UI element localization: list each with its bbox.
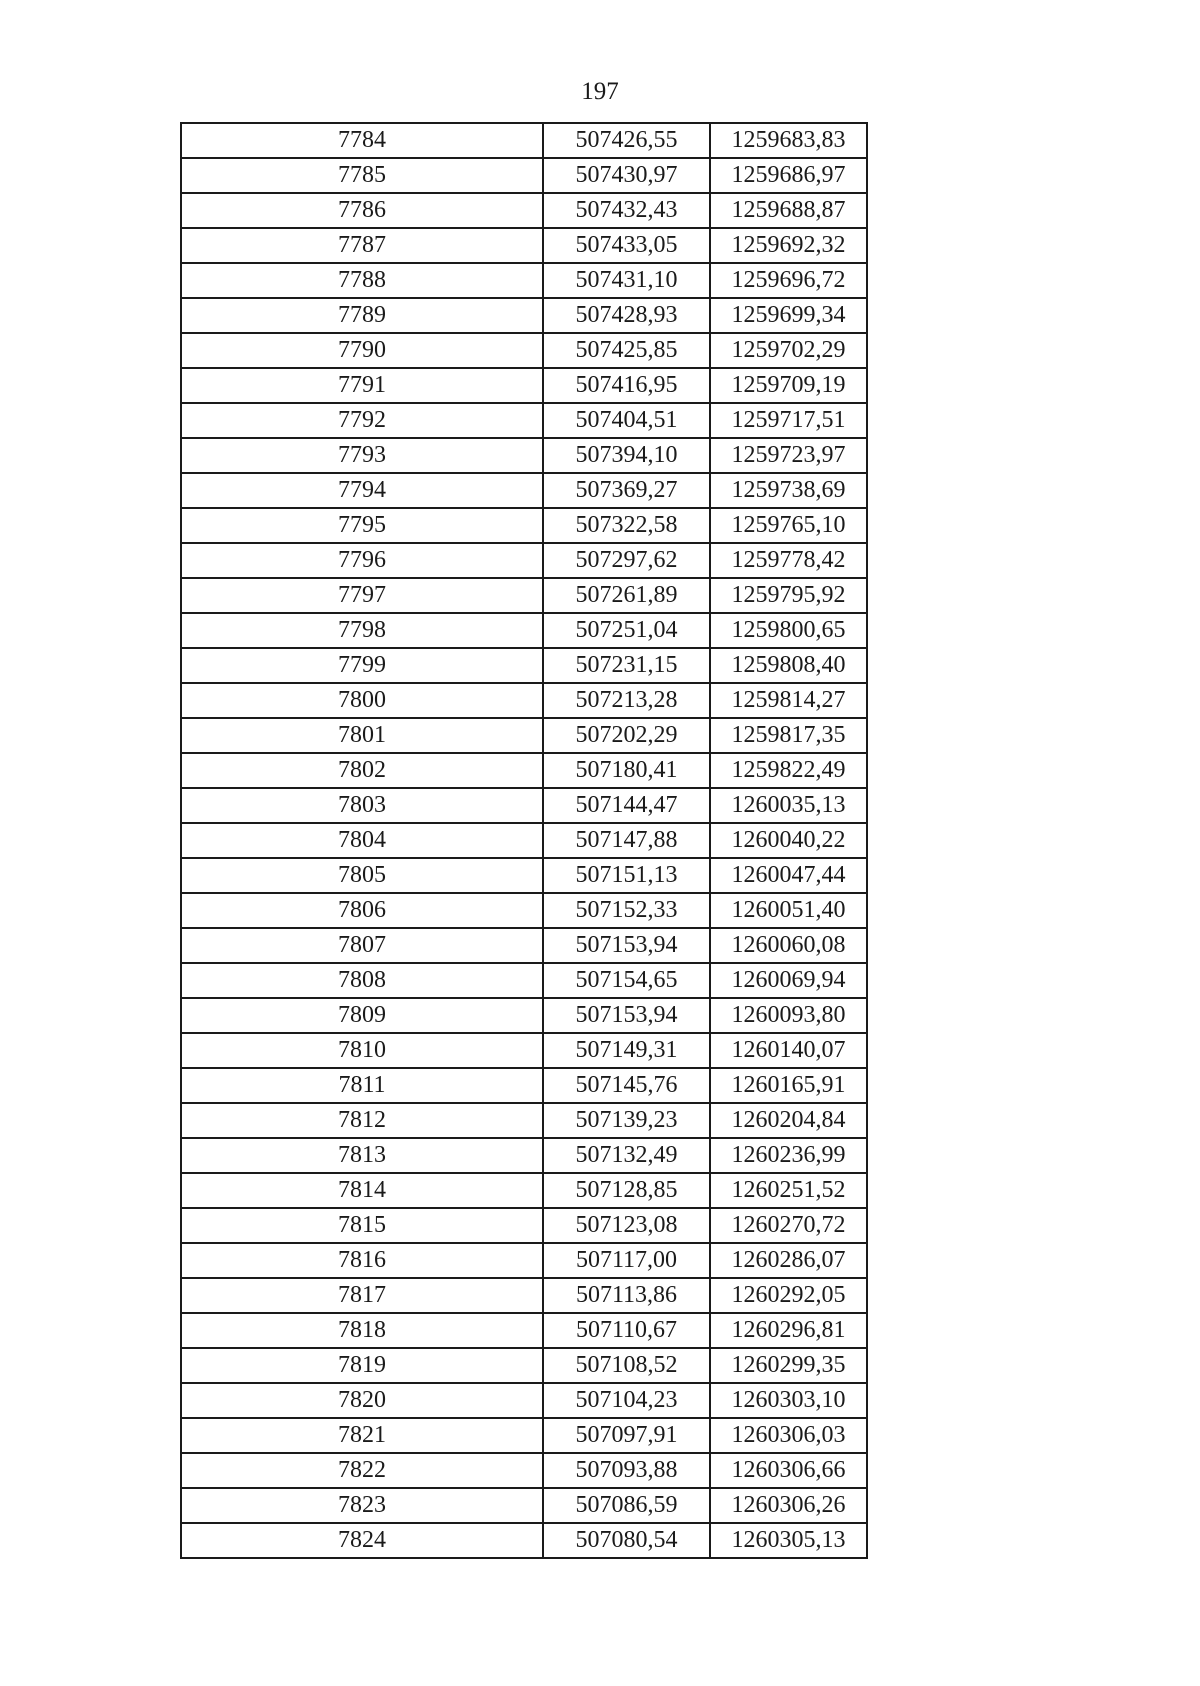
table-row — [181, 473, 867, 508]
x-coordinate-cell: 507123,08 — [543, 1208, 710, 1243]
x-coordinate-cell: 507154,65 — [543, 963, 710, 998]
point-number-cell: 7793 — [181, 438, 543, 473]
point-number-cell: 7811 — [181, 1068, 543, 1103]
x-coordinate-cell: 507426,55 — [543, 123, 710, 158]
point-number-cell: 7790 — [181, 333, 543, 368]
y-coordinate-cell: 1259738,69 — [710, 473, 867, 508]
table-row — [181, 333, 867, 368]
table-row — [181, 263, 867, 298]
point-number-cell: 7820 — [181, 1383, 543, 1418]
point-number-cell: 7794 — [181, 473, 543, 508]
table-row — [181, 578, 867, 613]
y-coordinate-cell: 1260286,07 — [710, 1243, 867, 1278]
x-coordinate-cell: 507404,51 — [543, 403, 710, 438]
x-coordinate-cell: 507110,67 — [543, 1313, 710, 1348]
y-coordinate-cell: 1260296,81 — [710, 1313, 867, 1348]
x-coordinate-cell: 507093,88 — [543, 1453, 710, 1488]
point-number-cell: 7812 — [181, 1103, 543, 1138]
point-number-cell: 7796 — [181, 543, 543, 578]
point-number-cell: 7801 — [181, 718, 543, 753]
y-coordinate-cell: 1260093,80 — [710, 998, 867, 1033]
point-number-cell: 7805 — [181, 858, 543, 893]
table-row — [181, 403, 867, 438]
y-coordinate-cell: 1260306,66 — [710, 1453, 867, 1488]
x-coordinate-cell: 507149,31 — [543, 1033, 710, 1068]
table-row — [181, 1208, 867, 1243]
point-number-cell: 7814 — [181, 1173, 543, 1208]
y-coordinate-cell: 1259778,42 — [710, 543, 867, 578]
y-coordinate-cell: 1259709,19 — [710, 368, 867, 403]
table-row — [181, 1523, 867, 1558]
y-coordinate-cell: 1260204,84 — [710, 1103, 867, 1138]
x-coordinate-cell: 507425,85 — [543, 333, 710, 368]
y-coordinate-cell: 1260306,26 — [710, 1488, 867, 1523]
x-coordinate-cell: 507251,04 — [543, 613, 710, 648]
y-coordinate-cell: 1260236,99 — [710, 1138, 867, 1173]
coordinates-table-body — [181, 123, 867, 1558]
y-coordinate-cell: 1259817,35 — [710, 718, 867, 753]
point-number-cell: 7786 — [181, 193, 543, 228]
x-coordinate-cell: 507416,95 — [543, 368, 710, 403]
point-number-cell: 7804 — [181, 823, 543, 858]
x-coordinate-cell: 507231,15 — [543, 648, 710, 683]
x-coordinate-cell: 507261,89 — [543, 578, 710, 613]
x-coordinate-cell: 507151,13 — [543, 858, 710, 893]
x-coordinate-cell: 507080,54 — [543, 1523, 710, 1558]
table-row — [181, 508, 867, 543]
y-coordinate-cell: 1260251,52 — [710, 1173, 867, 1208]
table-row — [181, 963, 867, 998]
x-coordinate-cell: 507202,29 — [543, 718, 710, 753]
y-coordinate-cell: 1259688,87 — [710, 193, 867, 228]
y-coordinate-cell: 1259765,10 — [710, 508, 867, 543]
x-coordinate-cell: 507086,59 — [543, 1488, 710, 1523]
point-number-cell: 7784 — [181, 123, 543, 158]
point-number-cell: 7791 — [181, 368, 543, 403]
table-row — [181, 438, 867, 473]
y-coordinate-cell: 1259702,29 — [710, 333, 867, 368]
y-coordinate-cell: 1259795,92 — [710, 578, 867, 613]
x-coordinate-cell: 507322,58 — [543, 508, 710, 543]
y-coordinate-cell: 1260270,72 — [710, 1208, 867, 1243]
y-coordinate-cell: 1260303,10 — [710, 1383, 867, 1418]
table-row — [181, 1488, 867, 1523]
y-coordinate-cell: 1259692,32 — [710, 228, 867, 263]
table-row — [181, 683, 867, 718]
y-coordinate-cell: 1259696,72 — [710, 263, 867, 298]
x-coordinate-cell: 507153,94 — [543, 928, 710, 963]
x-coordinate-cell: 507180,41 — [543, 753, 710, 788]
x-coordinate-cell: 507394,10 — [543, 438, 710, 473]
table-row — [181, 788, 867, 823]
x-coordinate-cell: 507113,86 — [543, 1278, 710, 1313]
point-number-cell: 7806 — [181, 893, 543, 928]
y-coordinate-cell: 1260069,94 — [710, 963, 867, 998]
table-row — [181, 1103, 867, 1138]
y-coordinate-cell: 1259717,51 — [710, 403, 867, 438]
y-coordinate-cell: 1260165,91 — [710, 1068, 867, 1103]
point-number-cell: 7803 — [181, 788, 543, 823]
y-coordinate-cell: 1260299,35 — [710, 1348, 867, 1383]
point-number-cell: 7785 — [181, 158, 543, 193]
table-row — [181, 1138, 867, 1173]
x-coordinate-cell: 507147,88 — [543, 823, 710, 858]
point-number-cell: 7787 — [181, 228, 543, 263]
table-row — [181, 1033, 867, 1068]
x-coordinate-cell: 507145,76 — [543, 1068, 710, 1103]
point-number-cell: 7807 — [181, 928, 543, 963]
y-coordinate-cell: 1259723,97 — [710, 438, 867, 473]
y-coordinate-cell: 1260040,22 — [710, 823, 867, 858]
table-row — [181, 648, 867, 683]
table-row — [181, 1418, 867, 1453]
point-number-cell: 7802 — [181, 753, 543, 788]
point-number-cell: 7823 — [181, 1488, 543, 1523]
x-coordinate-cell: 507104,23 — [543, 1383, 710, 1418]
x-coordinate-cell: 507433,05 — [543, 228, 710, 263]
x-coordinate-cell: 507297,62 — [543, 543, 710, 578]
x-coordinate-cell: 507132,49 — [543, 1138, 710, 1173]
point-number-cell: 7813 — [181, 1138, 543, 1173]
y-coordinate-cell: 1260060,08 — [710, 928, 867, 963]
x-coordinate-cell: 507144,47 — [543, 788, 710, 823]
table-row — [181, 1243, 867, 1278]
point-number-cell: 7788 — [181, 263, 543, 298]
x-coordinate-cell: 507432,43 — [543, 193, 710, 228]
y-coordinate-cell: 1260306,03 — [710, 1418, 867, 1453]
table-row — [181, 1453, 867, 1488]
table-row — [181, 1173, 867, 1208]
point-number-cell: 7824 — [181, 1523, 543, 1558]
point-number-cell: 7821 — [181, 1418, 543, 1453]
y-coordinate-cell: 1260047,44 — [710, 858, 867, 893]
point-number-cell: 7822 — [181, 1453, 543, 1488]
y-coordinate-cell: 1259814,27 — [710, 683, 867, 718]
table-row — [181, 1313, 867, 1348]
y-coordinate-cell: 1259822,49 — [710, 753, 867, 788]
table-row — [181, 193, 867, 228]
point-number-cell: 7819 — [181, 1348, 543, 1383]
table-row — [181, 298, 867, 333]
x-coordinate-cell: 507153,94 — [543, 998, 710, 1033]
table-row — [181, 753, 867, 788]
table-row — [181, 718, 867, 753]
y-coordinate-cell: 1260140,07 — [710, 1033, 867, 1068]
point-number-cell: 7800 — [181, 683, 543, 718]
table-row — [181, 228, 867, 263]
table-row — [181, 543, 867, 578]
x-coordinate-cell: 507428,93 — [543, 298, 710, 333]
table-row — [181, 1383, 867, 1418]
x-coordinate-cell: 507108,52 — [543, 1348, 710, 1383]
y-coordinate-cell: 1260292,05 — [710, 1278, 867, 1313]
x-coordinate-cell: 507117,00 — [543, 1243, 710, 1278]
point-number-cell: 7808 — [181, 963, 543, 998]
point-number-cell: 7798 — [181, 613, 543, 648]
table-row — [181, 368, 867, 403]
y-coordinate-cell: 1259683,83 — [710, 123, 867, 158]
y-coordinate-cell: 1260305,13 — [710, 1523, 867, 1558]
y-coordinate-cell: 1259686,97 — [710, 158, 867, 193]
point-number-cell: 7797 — [181, 578, 543, 613]
point-number-cell: 7810 — [181, 1033, 543, 1068]
x-coordinate-cell: 507369,27 — [543, 473, 710, 508]
x-coordinate-cell: 507431,10 — [543, 263, 710, 298]
x-coordinate-cell: 507152,33 — [543, 893, 710, 928]
x-coordinate-cell: 507213,28 — [543, 683, 710, 718]
table-row — [181, 123, 867, 158]
y-coordinate-cell: 1259699,34 — [710, 298, 867, 333]
table-row — [181, 1278, 867, 1313]
table-row — [181, 823, 867, 858]
point-number-cell: 7817 — [181, 1278, 543, 1313]
point-number-cell: 7818 — [181, 1313, 543, 1348]
y-coordinate-cell: 1259800,65 — [710, 613, 867, 648]
page-number: 197 — [581, 78, 619, 105]
point-number-cell: 7815 — [181, 1208, 543, 1243]
table-row — [181, 893, 867, 928]
point-number-cell: 7795 — [181, 508, 543, 543]
point-number-cell: 7799 — [181, 648, 543, 683]
y-coordinate-cell: 1260051,40 — [710, 893, 867, 928]
table-row — [181, 928, 867, 963]
table-row — [181, 1348, 867, 1383]
point-number-cell: 7789 — [181, 298, 543, 333]
table-row — [181, 1068, 867, 1103]
point-number-cell: 7809 — [181, 998, 543, 1033]
table-row — [181, 158, 867, 193]
point-number-cell: 7792 — [181, 403, 543, 438]
table-row — [181, 613, 867, 648]
x-coordinate-cell: 507097,91 — [543, 1418, 710, 1453]
x-coordinate-cell: 507139,23 — [543, 1103, 710, 1138]
coordinates-table — [180, 122, 868, 1559]
table-row — [181, 998, 867, 1033]
point-number-cell: 7816 — [181, 1243, 543, 1278]
x-coordinate-cell: 507128,85 — [543, 1173, 710, 1208]
y-coordinate-cell: 1260035,13 — [710, 788, 867, 823]
x-coordinate-cell: 507430,97 — [543, 158, 710, 193]
y-coordinate-cell: 1259808,40 — [710, 648, 867, 683]
table-row — [181, 858, 867, 893]
